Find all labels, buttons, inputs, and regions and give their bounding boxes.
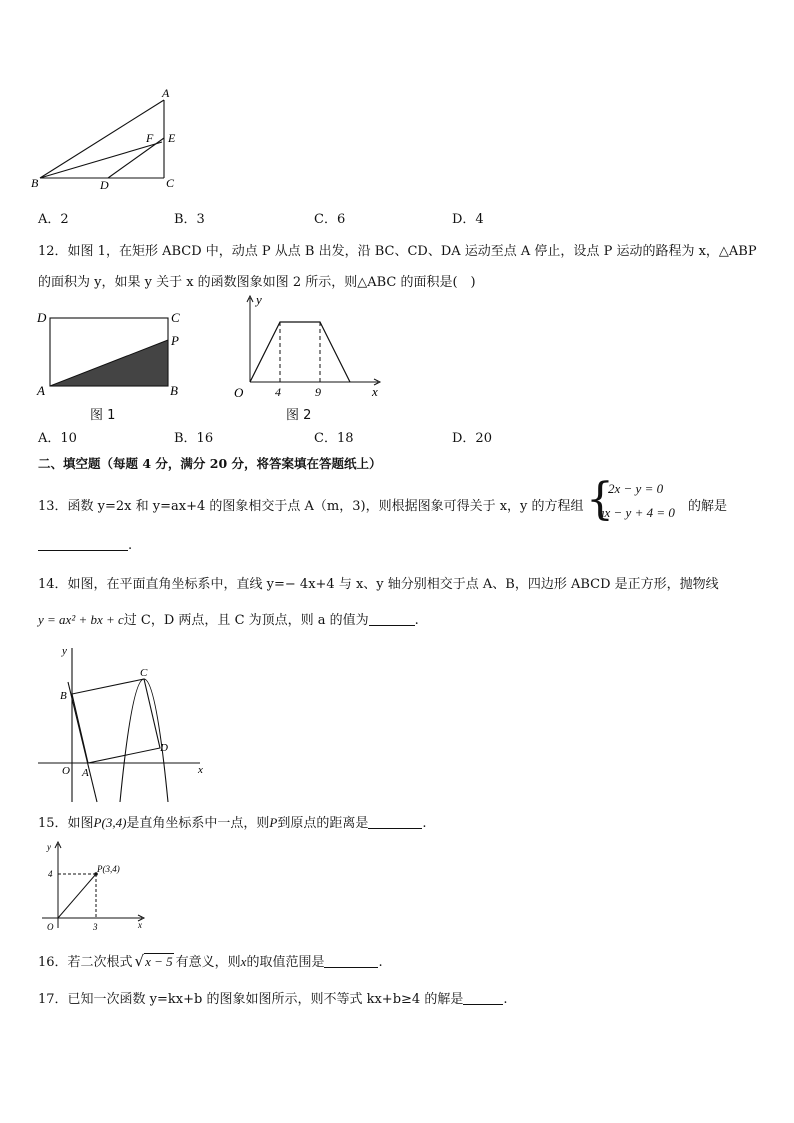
q15-tick-4: 4 — [48, 869, 53, 879]
q11-triangle-figure — [30, 84, 190, 194]
q16-radicand: x − 5 — [145, 954, 173, 969]
q12-fig1-label-C: C — [171, 310, 180, 325]
q15-end-period: . — [422, 816, 427, 831]
q15-label-P: P(3,4) — [97, 864, 120, 874]
q12-fig2-label-y: y — [256, 292, 262, 307]
q13-question-text: 13．函数 y=2x 和 y=ax+4 的图象相交于点 A（m，3)，则根据图象可得关于 x，y 的方程组 — [38, 499, 584, 514]
q16-question-line — [38, 951, 383, 970]
q15-answer-blank[interactable] — [368, 816, 422, 829]
q14-label-B: B — [60, 690, 67, 702]
q15-post: 到原点的距离是 — [277, 816, 369, 831]
q12-question-line1: 12．如图 1，在矩形 ABCD 中，动点 P 从点 B 出发，沿 BC、CD、DA 运动至点 A 停止，设点 P 运动的路程为 x，△ABP — [38, 244, 757, 259]
q12-fig1-label-D: D — [37, 310, 47, 325]
q15-mid: 是直角坐标系中一点，则 — [126, 816, 270, 831]
q14-question-line1: 14．如图，在平面直角坐标系中，直线 y=− 4x+4 与 x、y 轴分别相交于点 A、B，四边形 ABCD 是正方形，抛物线 — [38, 577, 719, 592]
q14-label-A: A — [82, 767, 89, 779]
q16-post: 的取值范围是 — [246, 955, 325, 970]
q12-fig1-label-A: A — [37, 383, 45, 398]
q15-label-O: O — [47, 922, 54, 932]
q17-answer-blank[interactable] — [463, 992, 503, 1005]
q14-parabola-formula: y = ax² + bx + c — [38, 612, 124, 627]
q17-end-period: . — [503, 992, 508, 1007]
q16-mid: 有意义，则 — [175, 955, 241, 970]
q11-option-c[interactable]: C．6 — [314, 212, 346, 227]
q16-radical — [135, 952, 174, 970]
q12-option-b[interactable]: B．16 — [174, 431, 214, 446]
q14-answer-blank[interactable] — [369, 613, 415, 626]
q14-question-tail: 过 C，D 两点，且 C 为顶点，则 a 的值为 — [123, 613, 369, 628]
q12-fig2-label-x: x — [372, 384, 378, 399]
q15-pre: 15．如图 — [38, 816, 94, 831]
q11-options — [38, 208, 758, 226]
q17-text: 17．已知一次函数 y=kx+b 的图象如图所示，则不等式 kx+b≥4 的解是 — [38, 992, 464, 1007]
q12-option-d[interactable]: D．20 — [452, 431, 492, 446]
q15-tick-3: 3 — [93, 922, 98, 932]
q15-coordinate-figure — [38, 838, 150, 934]
q12-option-a[interactable]: A．10 — [38, 431, 77, 446]
q12-fig2-caption: 图 2 — [286, 408, 312, 423]
q12-fig1-caption: 图 1 — [90, 408, 116, 423]
q16-pre: 16．若二次根式 — [38, 955, 133, 970]
q15-p: P — [269, 815, 278, 830]
q11-option-d[interactable]: D．4 — [452, 212, 484, 227]
q13-answer-row — [38, 538, 132, 553]
q11-label-E: E — [168, 131, 176, 145]
q16-answer-blank[interactable] — [324, 955, 378, 968]
q14-label-x: x — [198, 764, 203, 776]
q14-label-O: O — [62, 765, 70, 777]
section-title-fill-in: 二、填空题（每题 4 分，满分 20 分，将答案填在答题纸上） — [38, 456, 382, 471]
q12-question-line2: 的面积为 y，如果 y 关于 x 的函数图象如图 2 所示，则△ABC 的面积是( ) — [38, 275, 476, 290]
q11-label-F: F — [146, 131, 154, 145]
q14-label-D: D — [160, 742, 168, 754]
q17-question-line — [38, 988, 507, 1007]
q11-label-B: B — [31, 176, 39, 190]
q14-label-y: y — [62, 645, 67, 657]
q13-answer-blank[interactable] — [38, 538, 128, 551]
q12-fig2-tick-4: 4 — [275, 385, 281, 399]
q16-var: x — [240, 954, 247, 969]
q16-end-period: . — [378, 955, 383, 970]
q12-fig2-label-O: O — [234, 385, 244, 400]
q15-label-y: y — [47, 842, 51, 852]
q12-fig1-label-B: B — [170, 383, 178, 398]
q13-end-period: . — [128, 538, 133, 553]
q12-option-c[interactable]: C．18 — [314, 431, 354, 446]
q12-options — [38, 427, 758, 445]
q14-question-line2 — [38, 609, 419, 628]
q12-fig1-label-P: P — [171, 333, 179, 348]
q11-option-a[interactable]: A．2 — [38, 212, 69, 227]
q13-system-brace: { — [586, 474, 614, 525]
q11-option-b[interactable]: B．3 — [174, 212, 205, 227]
q11-label-D: D — [100, 178, 109, 192]
q12-figure2-graph — [226, 292, 386, 406]
q13-question-tail: 的解是 — [688, 499, 728, 514]
q14-coordinate-figure — [34, 644, 210, 806]
q14-end-period: . — [414, 613, 419, 628]
q15-question-line — [38, 812, 427, 831]
q11-label-C: C — [166, 176, 175, 190]
q12-fig2-tick-9: 9 — [315, 385, 321, 399]
q11-label-A: A — [162, 86, 170, 100]
q14-label-C: C — [140, 667, 148, 679]
q13-equation-1: 2x − y = 0 — [608, 481, 664, 496]
q15-label-x: x — [138, 920, 142, 930]
q15-point: P(3,4) — [93, 815, 127, 830]
sqrt-icon: √ — [134, 952, 145, 970]
q13-equation-2: ax − y + 4 = 0 — [598, 505, 675, 520]
